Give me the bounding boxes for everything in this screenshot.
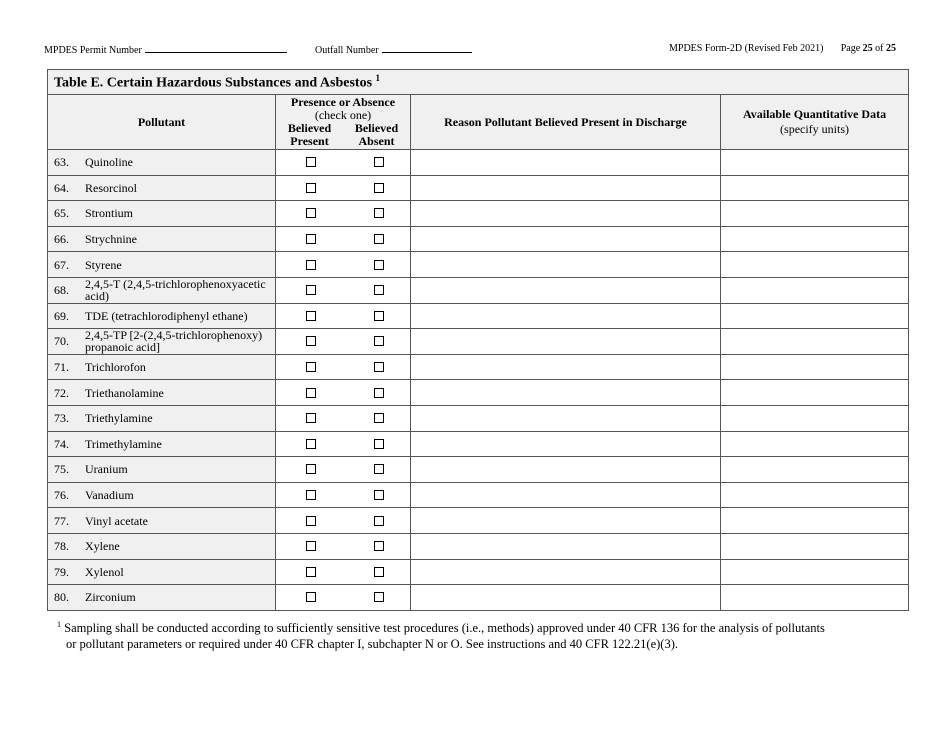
- pollutant-name: Strychnine: [85, 232, 137, 247]
- believed-absent-checkbox[interactable]: [374, 183, 384, 193]
- pollutant-name: Triethanolamine: [85, 385, 164, 400]
- pollutant-number: 69.: [54, 308, 69, 323]
- reason-input-cell[interactable]: [411, 559, 721, 585]
- reason-input-cell[interactable]: [411, 533, 721, 559]
- pollutant-number: 68.: [54, 283, 69, 298]
- believed-present-checkbox[interactable]: [306, 336, 316, 346]
- pollutant-number: 79.: [54, 564, 69, 579]
- reason-input-cell[interactable]: [411, 508, 721, 534]
- quantitative-data-input-cell[interactable]: [721, 252, 909, 278]
- pollutant-name: Styrene: [85, 257, 122, 272]
- believed-absent-checkbox[interactable]: [374, 464, 384, 474]
- believed-present-line1: Believed: [287, 121, 332, 135]
- believed-present-checkbox[interactable]: [306, 541, 316, 551]
- pollutant-number: 76.: [54, 488, 69, 503]
- quantitative-data-input-cell[interactable]: [721, 175, 909, 201]
- pollutant-column-header: Pollutant: [48, 95, 276, 150]
- believed-present-checkbox[interactable]: [306, 490, 316, 500]
- pollutant-number: 72.: [54, 385, 69, 400]
- quantitative-data-input-cell[interactable]: [721, 482, 909, 508]
- believed-present-checkbox[interactable]: [306, 567, 316, 577]
- believed-absent-checkbox[interactable]: [374, 567, 384, 577]
- presence-cell: [276, 533, 411, 559]
- presence-header-title: Presence or Absence: [290, 95, 396, 109]
- pollutant-cell: [48, 533, 276, 559]
- pollutant-cell: [48, 150, 276, 176]
- form-id: MPDES Form-2D (Revised Feb 2021): [669, 43, 824, 54]
- table-row: [48, 508, 909, 534]
- believed-present-checkbox[interactable]: [306, 260, 316, 270]
- reason-input-cell[interactable]: [411, 431, 721, 457]
- quantitative-data-input-cell[interactable]: [721, 405, 909, 431]
- quantitative-data-input-cell[interactable]: [721, 150, 909, 176]
- presence-cell: [276, 585, 411, 611]
- footnote-line1: Sampling shall be conducted according to sufficiently sensitive test procedures (i.e., methods) approved under 40 CFR 136 for the analysis of pollutants: [64, 621, 825, 636]
- presence-cell: [276, 431, 411, 457]
- believed-present-checkbox[interactable]: [306, 413, 316, 423]
- believed-present-checkbox[interactable]: [306, 285, 316, 295]
- page-prefix: Page: [840, 43, 861, 54]
- title-footnote-marker: 1: [375, 72, 381, 83]
- pollutant-cell: [48, 252, 276, 278]
- page-header: [44, 42, 896, 56]
- pollutant-cell: [48, 277, 276, 303]
- pollutant-cell: [48, 303, 276, 329]
- pollutant-cell: [48, 226, 276, 252]
- outfall-number-field: [315, 42, 472, 58]
- pollutant-cell: [48, 508, 276, 534]
- pollutant-cell: [48, 175, 276, 201]
- quantitative-data-input-cell[interactable]: [721, 329, 909, 355]
- reason-input-cell[interactable]: [411, 354, 721, 380]
- presence-cell: [276, 150, 411, 176]
- believed-present-checkbox[interactable]: [306, 516, 316, 526]
- quantitative-data-input-cell[interactable]: [721, 457, 909, 483]
- pollutant-cell: [48, 354, 276, 380]
- table-row: [48, 405, 909, 431]
- table-body: [48, 150, 909, 611]
- reason-input-cell[interactable]: [411, 277, 721, 303]
- believed-present-checkbox[interactable]: [306, 439, 316, 449]
- footnote-line2: or pollutant parameters or required under 40 CFR chapter I, subchapter N or O. See instructions and 40 CFR 122.21(e)(3).: [66, 637, 679, 652]
- reason-input-cell[interactable]: [411, 457, 721, 483]
- table-row: [48, 329, 909, 355]
- believed-present-checkbox[interactable]: [306, 362, 316, 372]
- presence-cell: [276, 329, 411, 355]
- reason-input-cell[interactable]: [411, 380, 721, 406]
- believed-present-line2: Present: [290, 134, 329, 148]
- pollutant-number: 74.: [54, 436, 69, 451]
- believed-present-checkbox[interactable]: [306, 311, 316, 321]
- pollutant-number: 75.: [54, 462, 69, 477]
- reason-input-cell[interactable]: [411, 405, 721, 431]
- pollutant-cell: [48, 201, 276, 227]
- believed-absent-checkbox[interactable]: [374, 311, 384, 321]
- outfall-number-label: Outfall Number: [315, 45, 379, 56]
- table-row: [48, 457, 909, 483]
- believed-absent-line2: Absent: [358, 134, 395, 148]
- believed-absent-checkbox[interactable]: [374, 208, 384, 218]
- presence-cell: [276, 277, 411, 303]
- table-title: [48, 70, 909, 95]
- pollutant-name: Trimethylamine: [85, 436, 162, 451]
- quantitative-data-input-cell[interactable]: [721, 380, 909, 406]
- hazardous-substances-table: [47, 69, 909, 611]
- pollutant-number: 63.: [54, 155, 69, 170]
- pollutant-name: Triethylamine: [85, 411, 153, 426]
- presence-cell: [276, 175, 411, 201]
- pollutant-name: 2,4,5-TP [2-(2,4,5-trichlorophenoxy) propanoic acid]: [85, 328, 263, 355]
- pollutant-number: 70.: [54, 334, 69, 349]
- pollutant-cell: [48, 585, 276, 611]
- reason-input-cell[interactable]: [411, 175, 721, 201]
- pollutant-number: 73.: [54, 411, 69, 426]
- believed-present-checkbox[interactable]: [306, 208, 316, 218]
- table-row: [48, 201, 909, 227]
- quantitative-data-input-cell[interactable]: [721, 585, 909, 611]
- pollutant-number: 65.: [54, 206, 69, 221]
- believed-present-checkbox[interactable]: [306, 234, 316, 244]
- table-row: [48, 150, 909, 176]
- pollutant-number: 64.: [54, 180, 69, 195]
- believed-present-checkbox[interactable]: [306, 388, 316, 398]
- pollutant-number: 78.: [54, 539, 69, 554]
- reason-input-cell[interactable]: [411, 252, 721, 278]
- believed-absent-checkbox[interactable]: [374, 592, 384, 602]
- pollutant-name: Zirconium: [85, 590, 136, 605]
- believed-absent-checkbox[interactable]: [374, 234, 384, 244]
- believed-absent-checkbox[interactable]: [374, 490, 384, 500]
- quantitative-data-input-cell[interactable]: [721, 201, 909, 227]
- quantitative-data-input-cell[interactable]: [721, 277, 909, 303]
- presence-cell: [276, 508, 411, 534]
- believed-absent-checkbox[interactable]: [374, 260, 384, 270]
- presence-cell: [276, 252, 411, 278]
- table-row: [48, 226, 909, 252]
- table-row: [48, 303, 909, 329]
- pollutant-cell: [48, 380, 276, 406]
- quantitative-data-input-cell[interactable]: [721, 354, 909, 380]
- quant-header-title: Available Quantitative Data: [742, 107, 887, 121]
- page-of: of: [875, 43, 884, 54]
- pollutant-cell: [48, 329, 276, 355]
- pollutant-number: 67.: [54, 257, 69, 272]
- footnote-marker: 1: [57, 620, 61, 629]
- pollutant-cell: [48, 405, 276, 431]
- permit-number-input[interactable]: [145, 42, 287, 53]
- reason-input-cell[interactable]: [411, 201, 721, 227]
- pollutant-name: Strontium: [85, 206, 134, 221]
- presence-cell: [276, 380, 411, 406]
- believed-absent-line1: Believed: [354, 121, 399, 135]
- presence-cell: [276, 226, 411, 252]
- table-row: [48, 252, 909, 278]
- permit-number-label: MPDES Permit Number: [44, 45, 142, 56]
- table-row: [48, 354, 909, 380]
- presence-cell: [276, 303, 411, 329]
- reason-column-header: Reason Pollutant Believed Present in Discharge: [411, 95, 721, 150]
- believed-present-checkbox[interactable]: [306, 157, 316, 167]
- reason-input-cell[interactable]: [411, 482, 721, 508]
- believed-absent-checkbox[interactable]: [374, 362, 384, 372]
- quantitative-data-input-cell[interactable]: [721, 431, 909, 457]
- quantitative-data-input-cell[interactable]: [721, 508, 909, 534]
- believed-present-checkbox[interactable]: [306, 464, 316, 474]
- pollutant-name: Uranium: [85, 462, 128, 477]
- reason-input-cell[interactable]: [411, 585, 721, 611]
- pollutant-name: Vanadium: [85, 488, 134, 503]
- presence-header-sub: (check one): [314, 108, 372, 122]
- table-row: [48, 533, 909, 559]
- page-number: [841, 42, 896, 56]
- believed-absent-checkbox[interactable]: [374, 336, 384, 346]
- pollutant-name: Quinoline: [85, 155, 133, 170]
- pollutant-cell: [48, 559, 276, 585]
- believed-absent-checkbox[interactable]: [374, 541, 384, 551]
- believed-absent-checkbox[interactable]: [374, 516, 384, 526]
- table-row: [48, 175, 909, 201]
- believed-absent-header: [355, 122, 398, 148]
- presence-column-header: [276, 95, 411, 150]
- pollutant-number: 80.: [54, 590, 69, 605]
- believed-present-checkbox[interactable]: [306, 592, 316, 602]
- believed-absent-checkbox[interactable]: [374, 157, 384, 167]
- table-row: [48, 380, 909, 406]
- page-current: 25: [862, 43, 873, 54]
- believed-absent-checkbox[interactable]: [374, 439, 384, 449]
- pollutant-cell: [48, 482, 276, 508]
- pollutant-name: Resorcinol: [85, 180, 137, 195]
- table-row: [48, 431, 909, 457]
- believed-present-header: [288, 122, 331, 148]
- outfall-number-input[interactable]: [382, 42, 472, 53]
- pollutant-cell: [48, 457, 276, 483]
- pollutant-cell: [48, 431, 276, 457]
- quantitative-data-input-cell[interactable]: [721, 226, 909, 252]
- presence-cell: [276, 482, 411, 508]
- permit-number-field: [44, 42, 287, 58]
- table-title-text: Table E. Certain Hazardous Substances and Asbestos: [54, 75, 373, 91]
- table-row: [48, 482, 909, 508]
- presence-cell: [276, 354, 411, 380]
- table-row: [48, 277, 909, 303]
- table-row: [48, 559, 909, 585]
- pollutant-number: 71.: [54, 360, 69, 375]
- presence-cell: [276, 559, 411, 585]
- believed-absent-checkbox[interactable]: [374, 413, 384, 423]
- reason-input-cell[interactable]: [411, 226, 721, 252]
- presence-cell: [276, 201, 411, 227]
- believed-absent-checkbox[interactable]: [374, 285, 384, 295]
- pollutant-number: 77.: [54, 513, 69, 528]
- pollutant-name: TDE (tetrachlorodiphenyl ethane): [85, 308, 248, 323]
- table-row: [48, 585, 909, 611]
- pollutant-name: Vinyl acetate: [85, 513, 148, 528]
- quantitative-column-header: [721, 95, 909, 150]
- reason-input-cell[interactable]: [411, 329, 721, 355]
- presence-cell: [276, 457, 411, 483]
- reason-input-cell[interactable]: [411, 150, 721, 176]
- pollutant-name: Xylenol: [85, 564, 124, 579]
- pollutant-name: Xylene: [85, 539, 120, 554]
- reason-input-cell[interactable]: [411, 303, 721, 329]
- quantitative-data-input-cell[interactable]: [721, 559, 909, 585]
- believed-present-checkbox[interactable]: [306, 183, 316, 193]
- quantitative-data-input-cell[interactable]: [721, 303, 909, 329]
- believed-absent-checkbox[interactable]: [374, 388, 384, 398]
- presence-cell: [276, 405, 411, 431]
- pollutant-name: 2,4,5-T (2,4,5-trichlorophenoxyacetic acid): [85, 277, 266, 304]
- pollutant-number: 66.: [54, 232, 69, 247]
- quant-header-sub: (specify units): [780, 122, 850, 136]
- quantitative-data-input-cell[interactable]: [721, 533, 909, 559]
- pollutant-name: Trichlorofon: [85, 360, 146, 375]
- page-total: 25: [886, 43, 896, 54]
- footnote: [57, 617, 907, 652]
